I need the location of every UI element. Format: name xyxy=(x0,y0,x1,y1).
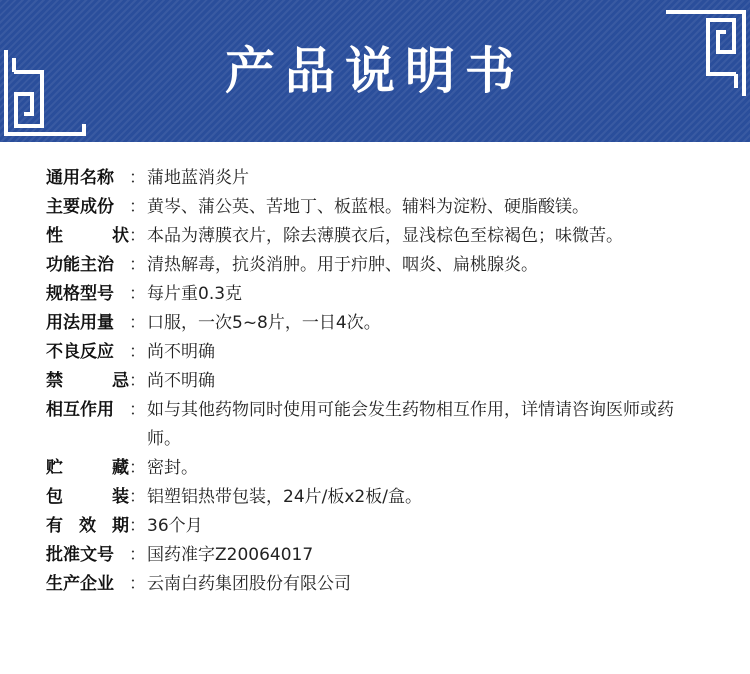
spec-label xyxy=(46,483,129,512)
spec-label-char: 效 xyxy=(79,516,96,536)
spec-value: 如与其他药物同时使用可能会发生药物相互作用，详情请咨询医师或药师。 xyxy=(147,400,674,449)
spec-value: 国药准字Z20064017 xyxy=(147,545,314,565)
header-banner xyxy=(0,0,750,142)
spec-row xyxy=(46,541,706,570)
spec-row xyxy=(46,164,706,193)
spec-list xyxy=(46,164,706,599)
spec-colon: ： xyxy=(129,574,146,594)
spec-label xyxy=(46,454,129,483)
spec-row xyxy=(46,309,706,338)
spec-label-char: 期 xyxy=(112,516,129,536)
spec-colon: ： xyxy=(129,255,146,275)
spec-value: 清热解毒，抗炎消肿。用于疖肿、咽炎、扁桃腺炎。 xyxy=(147,255,538,275)
spec-label-char: 贮 xyxy=(46,458,63,478)
spec-row xyxy=(46,251,706,280)
spec-label-char: 忌 xyxy=(112,371,129,391)
page-title: 产品说明书 xyxy=(225,41,525,100)
spec-value: 云南白药集团股份有限公司 xyxy=(147,574,351,594)
spec-value: 每片重0.3克 xyxy=(147,284,243,304)
spec-colon: ： xyxy=(129,400,146,420)
spec-row xyxy=(46,193,706,222)
spec-value: 密封。 xyxy=(147,458,198,478)
spec-value: 尚不明确 xyxy=(147,342,215,362)
spec-label: 用法用量 xyxy=(46,313,114,333)
spec-row xyxy=(46,454,706,483)
spec-colon: ： xyxy=(129,545,146,565)
spec-colon: ： xyxy=(129,371,146,391)
spec-row xyxy=(46,512,706,541)
spec-label-char: 性 xyxy=(46,226,63,246)
spec-label: 功能主治 xyxy=(46,255,114,275)
spec-row xyxy=(46,483,706,512)
spec-row xyxy=(46,222,706,251)
spec-value: 蒲地蓝消炎片 xyxy=(147,168,249,188)
spec-value: 36个月 xyxy=(147,516,203,536)
spec-row xyxy=(46,367,706,396)
spec-row xyxy=(46,338,706,367)
spec-value: 本品为薄膜衣片，除去薄膜衣后，显浅棕色至棕褐色；味微苦。 xyxy=(147,226,623,246)
spec-label-char: 状 xyxy=(112,226,129,246)
spec-label: 通用名称 xyxy=(46,168,114,188)
spec-label: 主要成份 xyxy=(46,197,114,217)
spec-value: 尚不明确 xyxy=(147,371,215,391)
spec-colon: ： xyxy=(129,516,146,536)
spec-colon: ： xyxy=(129,226,146,246)
spec-row xyxy=(46,396,706,454)
spec-colon: ： xyxy=(129,168,146,188)
spec-colon: ： xyxy=(129,487,146,507)
spec-colon: ： xyxy=(129,342,146,362)
spec-value: 黄岑、蒲公英、苦地丁、板蓝根。辅料为淀粉、硬脂酸镁。 xyxy=(147,197,589,217)
spec-label-char: 有 xyxy=(46,516,63,536)
spec-label: 生产企业 xyxy=(46,574,114,594)
spec-row xyxy=(46,280,706,309)
spec-colon: ： xyxy=(129,197,146,217)
spec-colon: ： xyxy=(129,458,146,478)
spec-label: 批准文号 xyxy=(46,545,114,565)
spec-value: 铝塑铝热带包装，24片/板x2板/盒。 xyxy=(147,487,422,507)
spec-label-char: 装 xyxy=(112,487,129,507)
spec-colon: ： xyxy=(129,313,146,333)
spec-label xyxy=(46,512,129,541)
spec-label-char: 藏 xyxy=(112,458,129,478)
spec-colon: ： xyxy=(129,284,146,304)
spec-label: 规格型号 xyxy=(46,284,114,304)
spec-label: 不良反应 xyxy=(46,342,114,362)
spec-label: 相互作用 xyxy=(46,400,114,420)
spec-label xyxy=(46,222,129,251)
spec-label-char: 禁 xyxy=(46,371,63,391)
spec-row xyxy=(46,570,706,599)
spec-label xyxy=(46,367,129,396)
spec-value: 口服，一次5~8片，一日4次。 xyxy=(147,313,381,333)
spec-label-char: 包 xyxy=(46,487,63,507)
